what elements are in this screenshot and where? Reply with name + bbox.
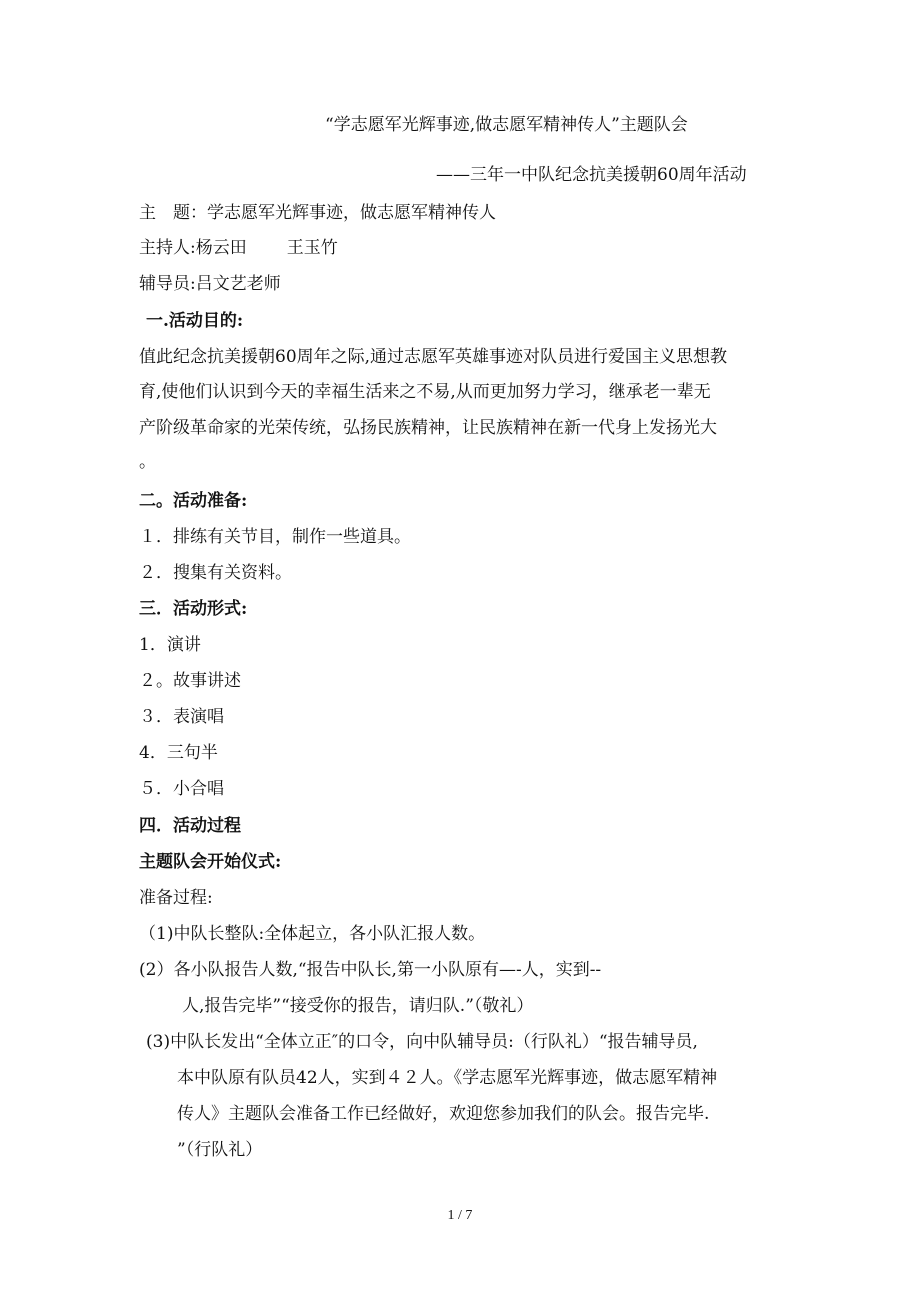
section1-line: 育,使他们认识到今天的幸福生活来之不易,从而更加努力学习，继承老一辈无 bbox=[139, 382, 711, 402]
section2-item: １．排练有关节目，制作一些道具。 bbox=[139, 527, 411, 547]
section4-subheading: 主题队会开始仪式: bbox=[139, 852, 282, 872]
section3-item: ２。故事讲述 bbox=[139, 671, 241, 691]
host-label: 主持人:杨云田 bbox=[139, 238, 247, 258]
section3-heading: 三．活动形式: bbox=[139, 599, 248, 619]
prep-label: 准备过程: bbox=[139, 888, 213, 908]
step1-line: （1)中队长整队:全体起立，各小队汇报人数。 bbox=[139, 924, 486, 944]
host-line bbox=[139, 236, 338, 260]
advisor-line: 辅导员:吕文艺老师 bbox=[139, 274, 281, 294]
step3-line: (3)中队长发出“全体立正″的口令，向中队辅导员:（行队礼）“报告辅导员, bbox=[146, 1032, 698, 1052]
section3-item: 4．三句半 bbox=[139, 743, 218, 763]
theme-line: 主 题：学志愿军光辉事迹，做志愿军精神传人 bbox=[139, 203, 496, 223]
section1-line: 值此纪念抗美援朝60周年之际,通过志愿军英雄事迹对队员进行爱国主义思想教 bbox=[139, 347, 728, 367]
section1-line: 。 bbox=[139, 452, 156, 472]
step2-line: 人,报告完毕”“接受你的报告，请归队.”（敬礼） bbox=[182, 996, 534, 1016]
step3-line: ”（行队礼） bbox=[177, 1140, 263, 1160]
section2-heading: 二。活动准备: bbox=[139, 491, 248, 511]
section1-line: 产阶级革命家的光荣传统，弘扬民族精神，让民族精神在新一代身上发扬光大 bbox=[139, 418, 717, 438]
step3-line: 本中队原有队员42人，实到４２人。《学志愿军光辉事迹，做志愿军精神 bbox=[177, 1068, 718, 1088]
section2-item: ２．搜集有关资料。 bbox=[139, 563, 292, 583]
document-title: “学志愿军光辉事迹,做志愿军精神传人”主题队会 bbox=[325, 115, 688, 135]
step3-line: 传人》主题队会准备工作已经做好，欢迎您参加我们的队会。报告完毕. bbox=[177, 1104, 710, 1124]
section3-item: ３．表演唱 bbox=[139, 707, 224, 727]
host-second: 王玉竹 bbox=[286, 238, 338, 258]
section3-item: 1．演讲 bbox=[139, 635, 201, 655]
section1-heading: 一.活动目的: bbox=[146, 311, 244, 331]
section3-item: ５．小合唱 bbox=[139, 779, 224, 799]
section4-heading: 四．活动过程 bbox=[139, 816, 241, 836]
step2-line: (2）各小队报告人数,“报告中队长,第一小队原有—-人，实到-- bbox=[139, 960, 602, 980]
page-number: 1 / 7 bbox=[447, 1208, 473, 1223]
document-subtitle: ——三年一中队纪念抗美援朝60周年活动 bbox=[436, 165, 747, 185]
